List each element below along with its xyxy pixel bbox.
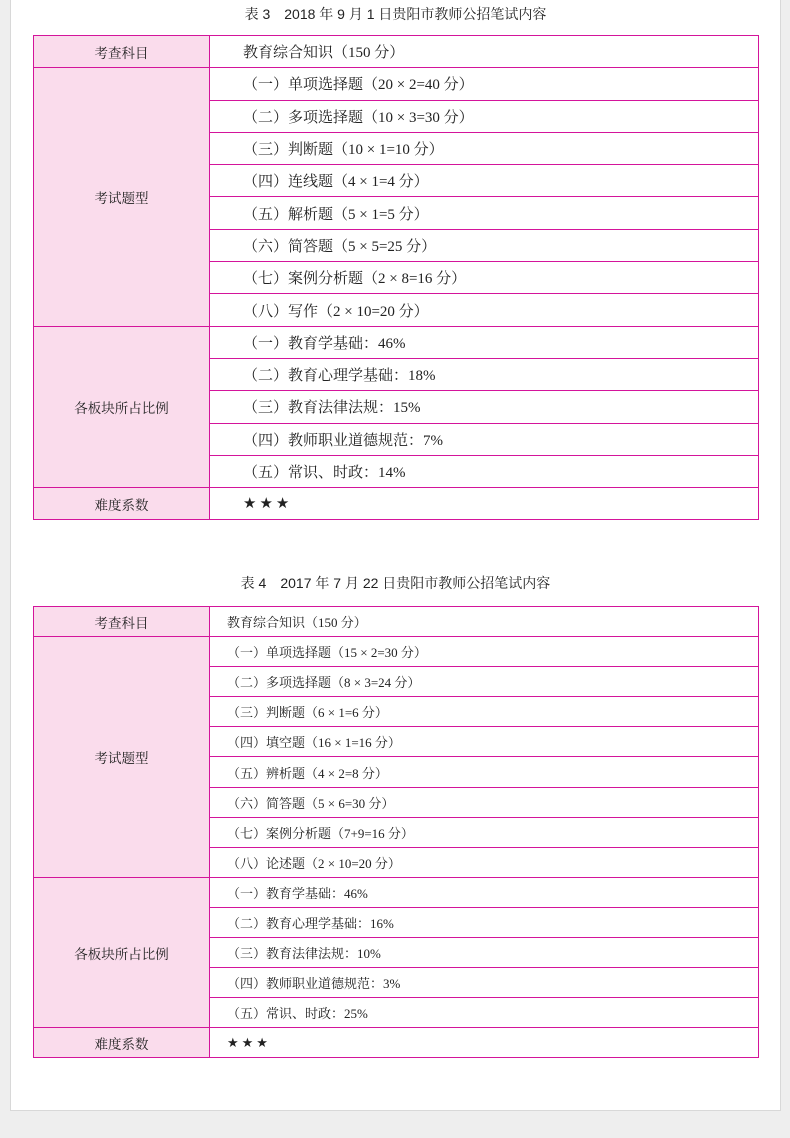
module-ratio-label: 各板块所占比例 [34,877,210,1027]
table4-caption: 表 4 2017 年 7 月 22 日贵阳市教师公招笔试内容 [240,575,551,591]
module-ratio: （一）教育学基础：46% [210,326,759,358]
table3 [33,35,759,520]
table-row [34,36,759,68]
subject-value: 教育综合知识（150 分） [210,36,759,68]
question-type: （四）填空题（16 × 1=16 分） [210,727,759,757]
table-row [34,1028,759,1058]
question-type: （七）案例分析题（7+9=16 分） [210,817,759,847]
subject-label: 考查科目 [34,36,210,68]
question-type: （五）解析题（5 × 1=5 分） [210,197,759,229]
difficulty-label: 难度系数 [34,1028,210,1058]
difficulty-stars: ★★★ [210,1028,759,1058]
table-row [34,326,759,358]
subject-label: 考查科目 [34,607,210,637]
question-type: （六）简答题（5 × 6=30 分） [210,787,759,817]
module-ratio: （三）教育法律法规：10% [210,938,759,968]
question-type: （七）案例分析题（2 × 8=16 分） [210,262,759,294]
module-ratio: （五）常识、时政：14% [210,455,759,487]
table4 [33,606,759,1058]
module-ratio: （二）教育心理学基础：18% [210,358,759,390]
question-type: （一）单项选择题（20 × 2=40 分） [210,68,759,100]
module-ratio: （三）教育法律法规：15% [210,391,759,423]
document-page [10,0,781,1111]
question-type: （二）多项选择题（10 × 3=30 分） [210,100,759,132]
table-row [34,68,759,100]
question-types-label: 考试题型 [34,637,210,878]
question-type: （五）辨析题（4 × 2=8 分） [210,757,759,787]
module-ratio: （五）常识、时政：25% [210,998,759,1028]
module-ratio: （四）教师职业道德规范：7% [210,423,759,455]
question-type: （三）判断题（6 × 1=6 分） [210,697,759,727]
subject-value: 教育综合知识（150 分） [210,607,759,637]
question-type: （三）判断题（10 × 1=10 分） [210,132,759,164]
table-row [34,607,759,637]
table-row [34,637,759,667]
question-type: （八）论述题（2 × 10=20 分） [210,847,759,877]
table3-caption: 表 3 2018 年 9 月 1 日贵阳市教师公招笔试内容 [244,6,547,22]
question-type: （一）单项选择题（15 × 2=30 分） [210,637,759,667]
difficulty-label: 难度系数 [34,488,210,520]
table-row [34,877,759,907]
table-row [34,488,759,520]
module-ratio: （四）教师职业道德规范：3% [210,968,759,998]
question-types-label: 考试题型 [34,68,210,326]
question-type: （四）连线题（4 × 1=4 分） [210,165,759,197]
difficulty-stars: ★★★ [210,488,759,520]
module-ratio: （一）教育学基础：46% [210,877,759,907]
question-type: （八）写作（2 × 10=20 分） [210,294,759,326]
module-ratio-label: 各板块所占比例 [34,326,210,487]
question-type: （二）多项选择题（8 × 3=24 分） [210,667,759,697]
module-ratio: （二）教育心理学基础：16% [210,907,759,937]
question-type: （六）简答题（5 × 5=25 分） [210,229,759,261]
